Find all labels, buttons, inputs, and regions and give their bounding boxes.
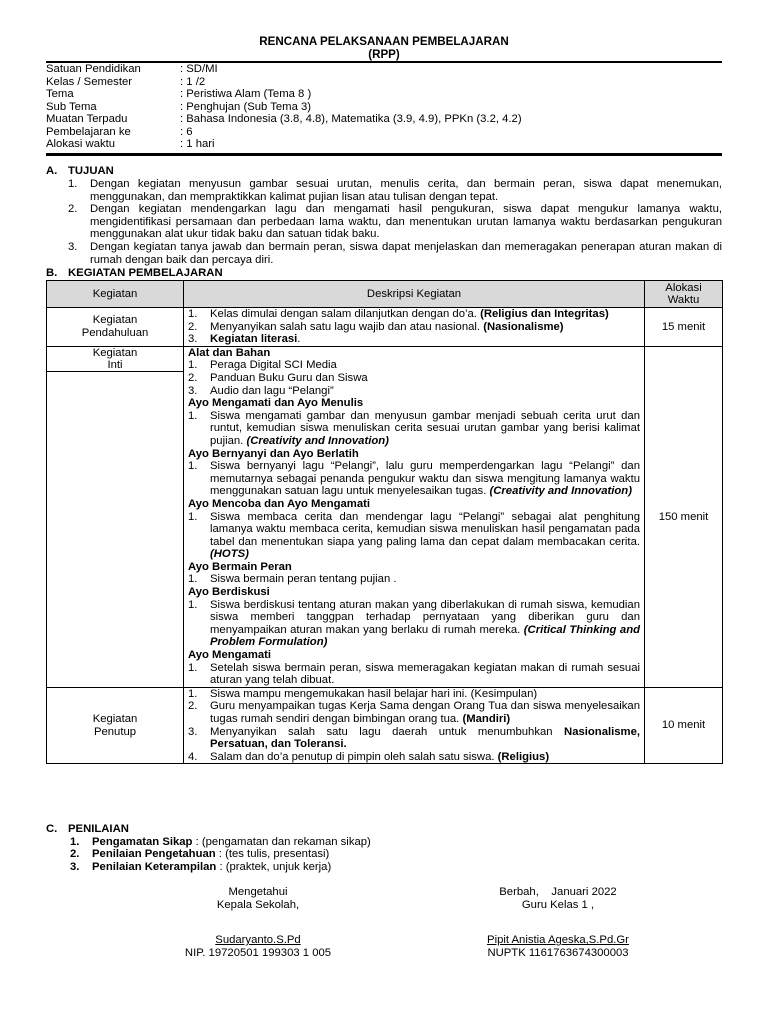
item-text: Peraga Digital SCI Media — [210, 359, 337, 372]
item-number: 1. — [188, 510, 198, 523]
table-row — [47, 346, 723, 687]
section-letter: A. — [46, 165, 58, 177]
subsection-heading: Ayo Berdiskusi — [188, 586, 270, 599]
item-number: 3. — [68, 240, 78, 253]
list-item — [188, 662, 640, 687]
row-label-cell — [47, 308, 184, 347]
item-tag: (Nasionalisme) — [483, 320, 564, 333]
signature-space — [168, 911, 348, 934]
item-text: : (tes tulis, presentasi) — [215, 848, 330, 861]
item-tag: (Creativity and Innovation) — [246, 434, 389, 447]
item-number: 1. — [188, 598, 198, 611]
row-label: Kegiatan Pendahuluan — [81, 314, 149, 339]
list-item — [188, 333, 640, 346]
column-header-deskripsi: Deskripsi Kegiatan — [184, 281, 645, 308]
item-text: Kegiatan literasi — [210, 333, 298, 346]
row-description-cell — [184, 687, 645, 764]
item-number: 1. — [188, 661, 198, 674]
item-tail: . — [297, 333, 301, 346]
signature-line2: Kepala Sekolah, — [216, 898, 300, 911]
item-number: 1. — [188, 409, 198, 422]
item-number: 1. — [68, 178, 78, 190]
tujuan-list — [68, 178, 722, 266]
subsection-heading: Ayo Mengamati dan Ayo Menulis — [188, 397, 364, 410]
list-item — [68, 241, 722, 266]
row-description-cell — [184, 308, 645, 347]
list-item — [188, 726, 640, 751]
item-text: Guru menyampaikan tugas Kerja Sama dengan Orang Tua dan siswa menyelesaikan tugas rumah sendiri dengan bimbingan orang tua. — [210, 700, 640, 725]
penilaian-block — [46, 823, 722, 873]
section-heading-penilaian — [46, 823, 722, 836]
item-number: 1. — [188, 460, 198, 473]
identity-value: : 6 — [180, 125, 193, 138]
identity-key: Satuan Pendidikan — [46, 63, 141, 75]
identity-key: Muatan Terpadu — [46, 113, 128, 125]
identity-key: Alokasi waktu — [46, 138, 116, 150]
item-text: : (pengamatan dan rekaman sikap) — [192, 835, 371, 848]
list-item — [188, 410, 640, 448]
identity-value: : Bahasa Indonesia (3.8, 4.8), Matematika (3.9, 4.9), PPKn (3.2, 4.2) — [180, 113, 522, 125]
list-item — [70, 848, 722, 861]
identity-value: : 1 /2 — [180, 75, 206, 88]
item-text: Menyanyikan salah satu lagu wajib dan atau nasional. — [210, 320, 481, 333]
item-number: 2. — [188, 371, 198, 384]
row-time-cell: 10 menit — [645, 687, 723, 764]
item-number: 3. — [188, 384, 198, 397]
item-tag: (Religius) — [497, 750, 550, 763]
item-text: Siswa bernyanyi lagu “Pelangi”, lalu guru memperdengarkan lagu “Pelangi” dan memutarnya sebagai penanda pengukur waktu dan siswa mengitung lamanya waktu menggunakan satuan lagu untuk menyelesaikan tugas. — [210, 460, 640, 498]
item-number: 2. — [188, 700, 198, 713]
identity-key: Tema — [46, 88, 74, 100]
identity-value: : 1 hari — [180, 138, 215, 150]
item-text: Dengan kegiatan menyusun gambar sesuai urutan, menulis cerita, dan bermain peran, siswa dapat menemukan, menggunakan, dan mempraktikkan kalimat pujian lisan atau tulisan dengan tepat. — [90, 178, 722, 203]
list-item — [188, 511, 640, 561]
item-text: Menyanyikan salah satu lagu daerah untuk menumbuhkan — [210, 725, 553, 738]
identity-value: : Peristiwa Alam (Tema 8 ) — [180, 88, 312, 100]
item-number: 1. — [188, 359, 198, 372]
item-number: 1. — [188, 308, 198, 320]
item-text: Dengan kegiatan mendengarkan lagu dan mengamati hasil pengukuran, siswa dapat mengukur lamanya waktu, mengidentifikasi persamaan dan perbedaan lama waktu, dan menentukan urutan lamanya waktu berdasarkan pengukuran menggunakan alat ukur tidak baku dan satuan tidak baku. — [90, 203, 722, 241]
item-tag: (Mandiri) — [462, 713, 511, 725]
inti-label-box — [47, 347, 183, 372]
kegiatan-table — [46, 280, 723, 764]
identity-key: Kelas / Semester — [46, 75, 133, 88]
row-label: Kegiatan Inti — [92, 346, 138, 372]
subsection-heading: Ayo Bernyanyi dan Ayo Berlatih — [188, 447, 359, 460]
signature-line2: Guru Kelas 1 , — [521, 898, 595, 911]
item-tag: Nasionalisme, Persatuan, dan Toleransi. — [210, 725, 641, 751]
row-description-cell — [184, 346, 645, 687]
item-number: 2. — [188, 320, 198, 333]
item-text: Siswa membaca cerita dan mendengar lagu “Pelangi” sebagai alat penghitung lamanya waktu membaca cerita, kemudian siswa menuliskan hasil pengamatan pada tabel dan menentukan siapa yang paling lama dan cepat dalam membacakan cerita. — [210, 510, 640, 548]
signature-id: NIP. 19720501 199303 1 005 — [184, 946, 332, 959]
item-tag: (Religius dan Integritas) — [480, 308, 609, 320]
section-heading-kegiatan — [46, 267, 223, 280]
item-number: 1. — [188, 687, 198, 700]
item-text: Siswa berdiskusi tentang aturan makan yang diberlakukan di rumah siswa, kemudian siswa memberi tanggpan terhadap pernyataan yang diberikan guru dan menyampaikan aturan makan yang berlaku di rumah mereka. — [210, 598, 640, 636]
header-bottom-rule — [46, 153, 722, 156]
section-letter: B. — [46, 267, 58, 279]
item-tag: (Creativity and Innovation) — [489, 485, 632, 498]
item-text: Kelas dimulai dengan salam dilanjutkan dengan do’a. — [210, 308, 477, 320]
signature-name: Pipit Anistia Ageska,S.Pd.Gr — [487, 934, 629, 947]
alokasi-header-text: Alokasi Waktu — [665, 281, 702, 306]
item-label: Pengamatan Sikap — [92, 835, 193, 848]
list-item — [188, 460, 640, 498]
item-text: : (praktek, unjuk kerja) — [216, 860, 332, 873]
list-item — [188, 321, 640, 334]
table-header-row — [47, 281, 723, 308]
list-item — [188, 751, 640, 764]
table-row — [47, 687, 723, 764]
list-item — [70, 861, 722, 874]
item-number: 3. — [188, 725, 198, 738]
list-item — [188, 359, 640, 372]
signature-line1: Mengetahui — [228, 886, 288, 898]
section-title: TUJUAN — [68, 165, 114, 177]
penilaian-list — [46, 836, 722, 874]
list-item — [188, 599, 640, 649]
signature-id: NUPTK 1161763674300003 — [487, 946, 629, 959]
identity-value: : SD/MI — [180, 63, 218, 75]
identity-key: Pembelajaran ke — [46, 125, 131, 138]
item-tag: (Critical Thinking and Problem Formulation) — [210, 623, 641, 649]
list-item — [188, 385, 640, 398]
list-item — [188, 688, 640, 701]
signature-teacher — [458, 886, 658, 959]
section-title: PENILAIAN — [68, 823, 129, 835]
item-number: 1. — [70, 835, 80, 848]
item-number: 3. — [70, 860, 80, 873]
signature-line1: Berbah, Januari 2022 — [499, 886, 617, 898]
item-text: Setelah siswa bermain peran, siswa memeragakan kegiatan makan di rumah sesuai aturan yang telah dibuat. — [210, 661, 640, 687]
list-item — [188, 308, 640, 321]
item-text: Siswa bermain peran tentang pujian . — [210, 573, 397, 586]
identity-value: : Penghujan (Sub Tema 3) — [180, 100, 312, 113]
header-top-rule — [46, 61, 722, 63]
signature-name: Sudaryanto.S.Pd — [215, 934, 301, 947]
item-label: Penilaian Keterampilan — [92, 860, 217, 873]
item-number: 2. — [70, 848, 80, 861]
subsection-heading: Ayo Mencoba dan Ayo Mengamati — [188, 497, 371, 510]
list-item — [188, 700, 640, 725]
row-time-cell: 15 menit — [645, 308, 723, 347]
section-letter: C. — [46, 823, 58, 835]
list-item — [188, 573, 640, 586]
subsection-heading: Ayo Mengamati — [188, 649, 272, 662]
item-number: 3. — [188, 333, 198, 346]
row-time-cell: 150 menit — [645, 346, 723, 687]
table-row — [47, 308, 723, 347]
item-text: Siswa mengamati gambar dan menyusun gambar menjadi sebuah cerita urut dan runtut, kemudian siswa menuliskan cerita sesuai urutan gambar yang berisi kalimat pujian. — [210, 409, 640, 447]
subsection-heading: Alat dan Bahan — [188, 346, 271, 359]
list-item — [70, 836, 722, 849]
item-text: Panduan Buku Guru dan Siswa — [210, 371, 368, 384]
document-subtitle: (RPP) — [368, 48, 400, 61]
column-header-kegiatan: Kegiatan — [47, 281, 184, 308]
item-number: 1. — [188, 573, 198, 586]
signature-principal — [168, 886, 348, 959]
section-heading-tujuan — [46, 165, 114, 178]
list-item — [68, 203, 722, 241]
item-label: Penilaian Pengetahuan — [92, 848, 216, 861]
column-header-alokasi — [645, 281, 723, 308]
document-title: RENCANA PELAKSANAAN PEMBELAJARAN — [259, 35, 509, 48]
list-item — [68, 178, 722, 203]
subsection-heading: Ayo Bermain Peran — [188, 560, 292, 573]
item-text: Audio dan lagu “Pelangi” — [210, 384, 334, 397]
signature-space — [458, 911, 658, 934]
item-text: Siswa mampu mengemukakan hasil belajar hari ini. (Kesimpulan) — [210, 687, 538, 700]
item-tag: (HOTS) — [210, 548, 249, 561]
item-text: Dengan kegiatan tanya jawab dan bermain peran, siswa dapat menjelaskan dan memeragakan penerapan aturan makan di rumah dengan baik dan percaya diri. — [90, 240, 722, 266]
item-number: 2. — [68, 203, 78, 216]
row-label: Kegiatan Penutup — [92, 713, 138, 738]
identity-key: Sub Tema — [46, 100, 97, 113]
item-text: Salam dan do’a penutup di pimpin oleh salah satu siswa. — [210, 750, 495, 763]
list-item — [188, 372, 640, 385]
item-number: 4. — [188, 750, 198, 763]
section-title: KEGIATAN PEMBELAJARAN — [68, 267, 223, 279]
row-label-cell — [47, 346, 184, 687]
row-label-cell — [47, 687, 184, 764]
